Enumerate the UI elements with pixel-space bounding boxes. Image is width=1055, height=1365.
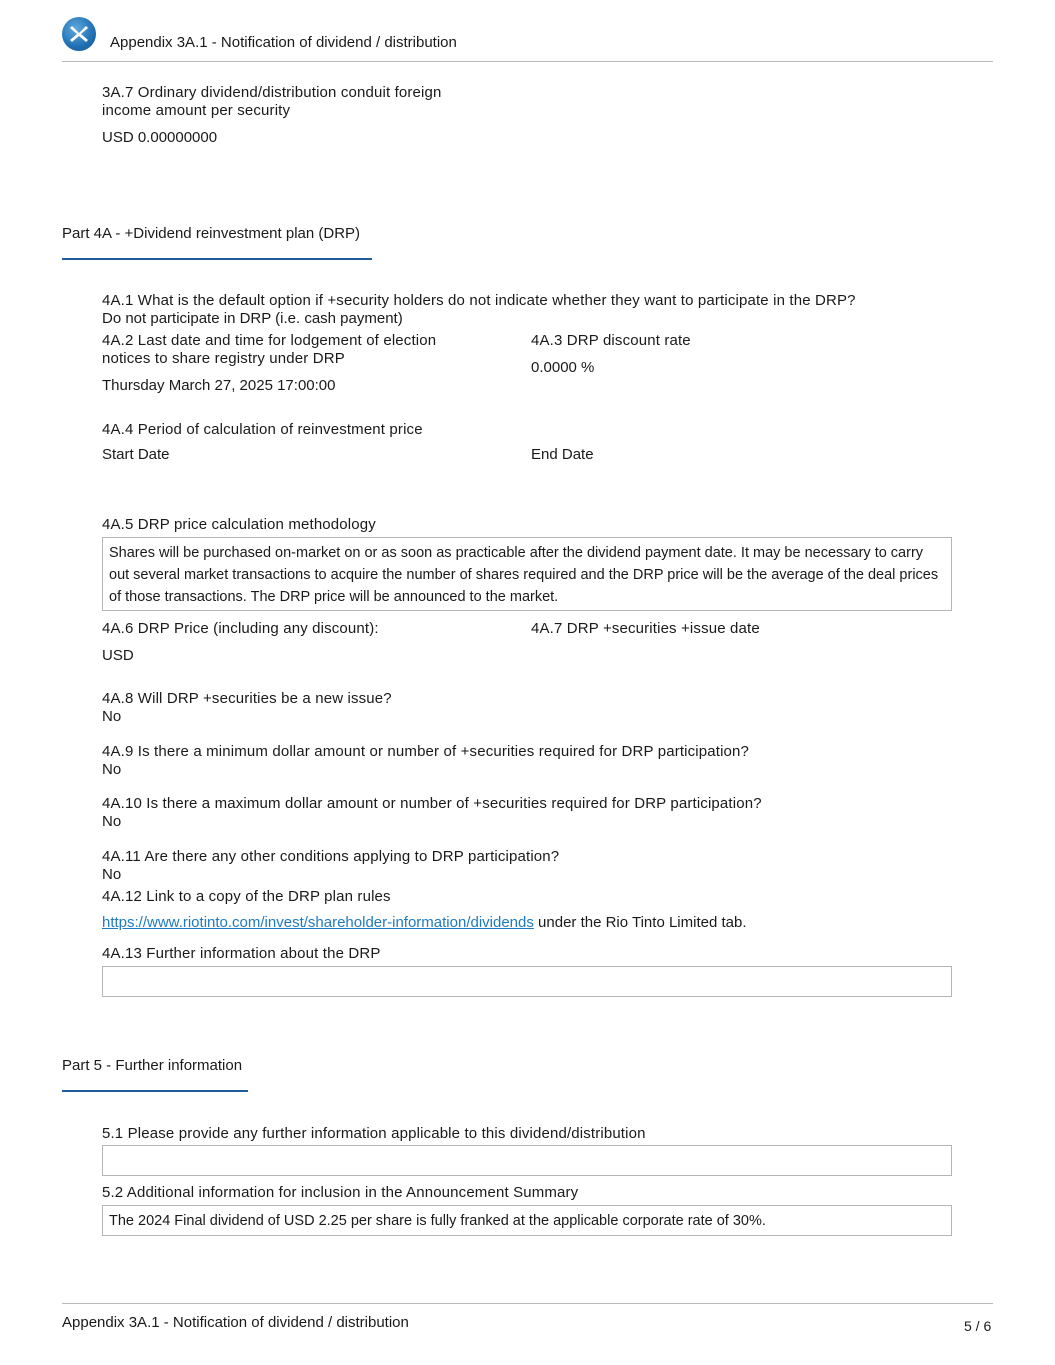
answer-4a5: Shares will be purchased on-market on or as soon as practicable after the dividend payment date. It may be necessary to carry out several market transactions to acquire the number of shares required and the DRP price will be the average of the deal prices of those transactions. The DRP price will be announced to the market. (109, 545, 939, 605)
drp-plan-rules-link[interactable]: https://www.riotinto.com/invest/shareholder-information/dividends (102, 914, 534, 931)
asx-logo (62, 17, 96, 51)
question-5-2: 5.2 Additional information for inclusion in the Announcement Summary (102, 1184, 579, 1201)
part-4a-title: Part 4A - +Dividend reinvestment plan (DRP) (62, 225, 361, 242)
answer-3a7: USD 0.00000000 (102, 129, 218, 146)
question-4a2-line1: 4A.2 Last date and time for lodgement of election (102, 332, 437, 349)
answer-4a11: No (102, 866, 122, 883)
end-date-label: End Date (531, 446, 594, 463)
question-4a6: 4A.6 DRP Price (including any discount): (102, 620, 379, 637)
answer-5-1-box (102, 1145, 952, 1176)
question-4a11: 4A.11 Are there any other conditions applying to DRP participation? (102, 848, 560, 865)
header-divider (62, 61, 993, 62)
question-4a7: 4A.7 DRP +securities +issue date (531, 620, 760, 637)
question-4a3: 4A.3 DRP discount rate (531, 332, 691, 349)
answer-4a10: No (102, 813, 122, 830)
question-5-1: 5.1 Please provide any further information applicable to this dividend/distribution (102, 1125, 646, 1142)
answer-5-2-box (102, 1205, 952, 1236)
question-4a8: 4A.8 Will DRP +securities be a new issue? (102, 690, 392, 707)
question-4a5: 4A.5 DRP price calculation methodology (102, 516, 376, 533)
question-4a9: 4A.9 Is there a minimum dollar amount or number of +securities required for DRP participation? (102, 743, 750, 760)
question-3a7-line2: income amount per security (102, 102, 291, 119)
question-4a10: 4A.10 Is there a maximum dollar amount or number of +securities required for DRP participation? (102, 795, 762, 812)
question-4a13: 4A.13 Further information about the DRP (102, 945, 381, 962)
page-indicator: 5 / 6 (964, 1318, 992, 1334)
answer-4a1: Do not participate in DRP (i.e. cash payment) (102, 310, 403, 327)
answer-4a9: No (102, 761, 122, 778)
answer-4a6: USD (102, 647, 134, 664)
part-5-underline (62, 1090, 248, 1092)
header-title: Appendix 3A.1 - Notification of dividend / distribution (110, 34, 457, 51)
start-date-label: Start Date (102, 446, 170, 463)
answer-5-2: The 2024 Final dividend of USD 2.25 per share is fully franked at the applicable corporate rate of 30%. (109, 1213, 766, 1229)
answer-4a2: Thursday March 27, 2025 17:00:00 (102, 377, 336, 394)
question-4a12: 4A.12 Link to a copy of the DRP plan rules (102, 888, 391, 905)
answer-4a3: 0.0000 % (531, 359, 595, 376)
footer-title: Appendix 3A.1 - Notification of dividend / distribution (62, 1314, 409, 1331)
answer-4a8: No (102, 708, 122, 725)
question-4a2-line2: notices to share registry under DRP (102, 350, 345, 367)
answer-4a13-box (102, 966, 952, 997)
question-3a7-line1: 3A.7 Ordinary dividend/distribution conduit foreign (102, 84, 442, 101)
answer-4a12-suffix: under the Rio Tinto Limited tab. (533, 914, 747, 931)
part-5-title: Part 5 - Further information (62, 1057, 243, 1074)
logo-mark-icon (62, 17, 96, 51)
answer-5-1 (103, 1146, 951, 1154)
answer-4a5-box (102, 537, 952, 611)
answer-4a12 (102, 914, 747, 931)
footer-divider (62, 1303, 993, 1304)
part-4a-underline (62, 258, 372, 260)
answer-4a13 (103, 967, 951, 975)
question-4a4: 4A.4 Period of calculation of reinvestment price (102, 421, 423, 438)
question-4a1: 4A.1 What is the default option if +security holders do not indicate whether they want to participate in the DRP? (102, 292, 856, 309)
